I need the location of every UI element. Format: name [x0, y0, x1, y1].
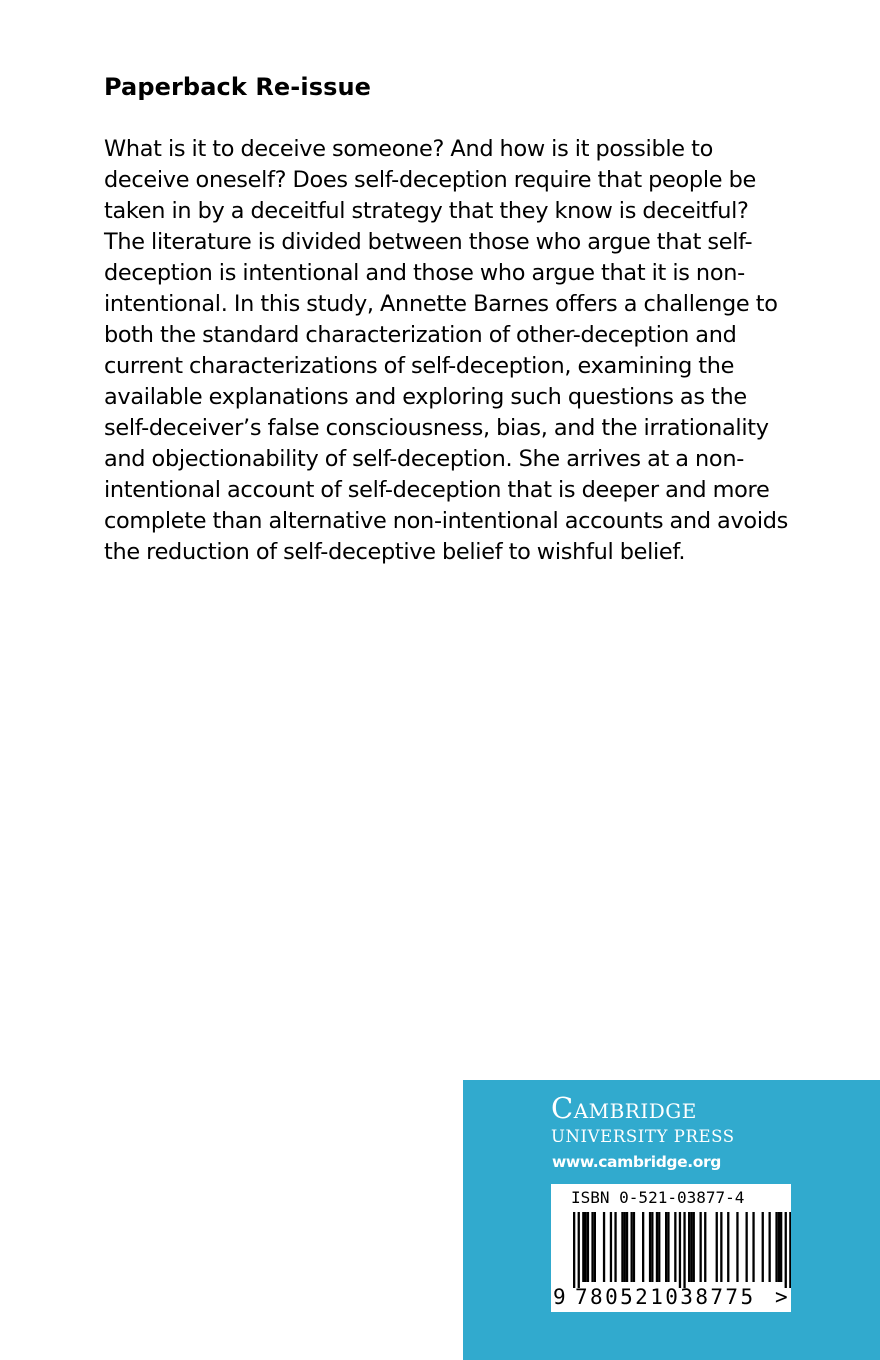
barcode-bar: [582, 1212, 584, 1282]
isbn-barcode: [551, 1184, 791, 1312]
barcode-bar: [679, 1212, 681, 1288]
blurb-line: intentional account of self-deception that is deeper and more: [104, 477, 770, 503]
blurb-line: current characterizations of self-deception, examining the: [104, 353, 735, 379]
barcode-bar: [667, 1212, 669, 1282]
blurb-line: The literature is divided between those who argue that self-: [104, 229, 753, 255]
barcode-bar: [591, 1212, 593, 1282]
barcode-bar: [578, 1212, 580, 1288]
barcode-bar: [614, 1212, 616, 1282]
blurb-line: self-deceiver’s false consciousness, bias, and the irrationality: [104, 415, 769, 441]
barcode-bar: [631, 1212, 633, 1282]
publisher-panel: [463, 1080, 880, 1360]
barcode-bar: [674, 1212, 676, 1282]
book-blurb: [104, 134, 789, 568]
blurb-line: intentional. In this study, Annette Barnes offers a challenge to: [104, 291, 778, 317]
barcode-bar: [651, 1212, 653, 1282]
isbn-label: ISBN 0-521-03877-4: [571, 1188, 745, 1207]
barcode-bar: [649, 1212, 651, 1282]
blurb-line: the reduction of self-deceptive belief to wishful belief.: [104, 539, 686, 565]
barcode-bar: [594, 1212, 596, 1282]
blurb-line: both the standard characterization of other-deception and: [104, 322, 737, 348]
barcode-bar: [603, 1212, 605, 1282]
barcode-bar: [752, 1212, 754, 1282]
barcode-bar: [775, 1212, 777, 1282]
blurb-line: and objectionability of self-deception. She arrives at a non-: [104, 446, 744, 472]
barcode-bar: [727, 1212, 729, 1282]
barcode-bar: [780, 1212, 782, 1282]
blurb-line: complete than alternative non-intentional accounts and avoids: [104, 508, 789, 534]
barcode-bar: [587, 1212, 589, 1282]
barcode-bar: [778, 1212, 780, 1282]
publisher-subtitle: UNIVERSITY PRESS: [551, 1127, 735, 1146]
barcode-bar: [626, 1212, 628, 1282]
barcode-bar: [665, 1212, 667, 1282]
barcode-bar: [736, 1212, 738, 1282]
section-heading: Paperback Re-issue: [104, 73, 372, 101]
barcode-bar: [746, 1212, 748, 1282]
barcode-bar: [690, 1212, 692, 1282]
barcode-bar: [621, 1212, 623, 1282]
barcode-bars: [551, 1184, 791, 1288]
publisher-url: www.cambridge.org: [552, 1153, 721, 1171]
barcode-bar: [610, 1212, 612, 1282]
blurb-line: deception is intentional and those who argue that it is non-: [104, 260, 745, 286]
barcode-bar: [633, 1212, 635, 1282]
barcode-bar: [716, 1212, 718, 1282]
barcode-bar: [624, 1212, 626, 1282]
barcode-bar: [762, 1212, 764, 1282]
publisher-name: Cambridge: [551, 1091, 697, 1125]
quiet-zone-marker: >: [775, 1285, 788, 1309]
barcode-bar: [683, 1212, 685, 1288]
barcode-bar: [785, 1212, 787, 1288]
barcode-bar: [658, 1212, 660, 1282]
barcode-bar: [642, 1212, 644, 1282]
barcode-bar: [585, 1212, 587, 1282]
barcode-bar: [688, 1212, 690, 1282]
blurb-line: taken in by a deceitful strategy that they know is deceitful?: [104, 198, 749, 224]
barcode-bar: [720, 1212, 722, 1282]
barcode-bar: [789, 1212, 791, 1288]
blurb-line: What is it to deceive someone? And how is it possible to: [104, 136, 713, 162]
blurb-line: available explanations and exploring such questions as the: [104, 384, 747, 410]
ean-digits: 780521038775: [575, 1285, 756, 1309]
barcode-bar: [573, 1212, 575, 1288]
ean-first-digit: 9: [553, 1285, 566, 1309]
barcode-bar: [704, 1212, 706, 1282]
blurb-line: deceive oneself? Does self-deception require that people be: [104, 167, 756, 193]
barcode-bar: [656, 1212, 658, 1282]
barcode-bar: [769, 1212, 771, 1282]
barcode-bar: [700, 1212, 702, 1282]
barcode-bar: [693, 1212, 695, 1282]
